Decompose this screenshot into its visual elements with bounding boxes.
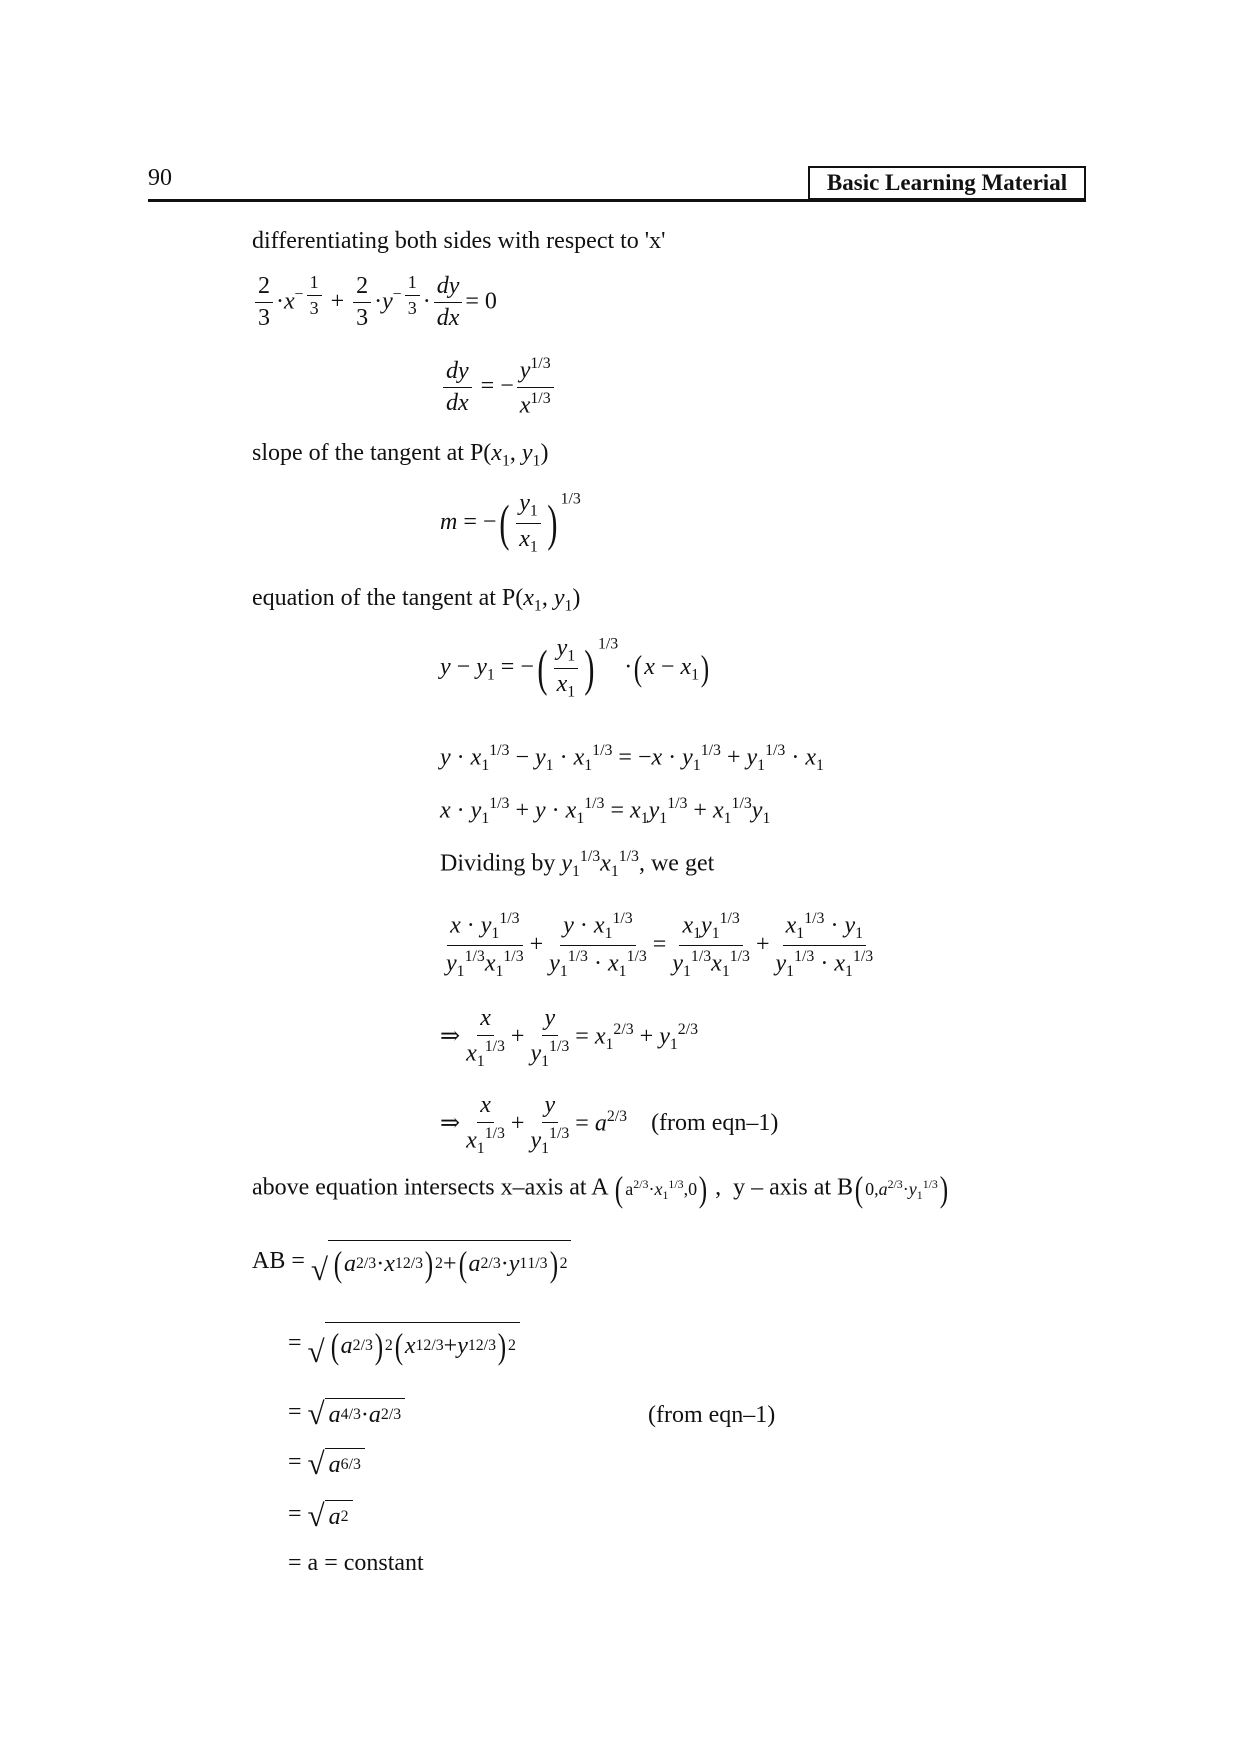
page-number: 90 [148,165,172,191]
equation-ab-distance: AB = √ ( a 2/3 · x 1 2/3 ) 2 + ( a 2/3 · y 1 1/3 ) 2 [252,1240,571,1285]
text-line-intersects: above equation intersects x–axis at A ( $a^{2/3}\cdot x_1^{1/3},0$) , y – axis at $B(0,a^{2/3}\cdot y_1^{1/3})$ [252,1169,949,1209]
text-line-tangent-equation: equation of the tangent at $P(x_1$, $y_1$) [252,585,581,615]
equation-ab-step-4: = √ a 6/3 [288,1448,365,1479]
equation-ab-result: = a = constant [288,1550,424,1576]
equation-derivative: $\frac{2}{3}$ $\cdot x^{- \frac{1}{3}}$ + $\frac{2}{3}$ $\cdot y^{- \frac{1}{3}}$ · $\frac{dy}{dx}$ = 0 [252,272,497,333]
equation-simplified-1: ⇒ $\frac{x}{x_1^{1/3}}$ + $\frac{y}{y_1^{1/3}}$ = $x_1^{2/3} + y_1^{2/3}$ [440,1005,698,1070]
equation-divided-fractions: $\frac{x \cdot y_1^{1/3}}{y_1^{1/3}x_1^{1/3}}$ + $\frac{y \cdot x_1^{1/3}}{y_1^{1/3} \cdot x_1^{1/3}}$ = $\frac{x_1y_1^{1/3}}{y_1^{1/3}x_1^{1/3}}$ + $\frac{x_1^{1/3} \cdot y_1}{y_1^{1/3} \cdot x_1^{1/3}}$ [446,910,874,981]
equation-tangent-line: $y - y_1$ = −( $\frac{y_1}{x_1}$ ) $^{1/3} \cdot(x - x_1)$ [440,635,710,701]
equation-expanded-1: $y \cdot x_1^{1/3} - y_1 \cdot x_1^{1/3} = -x \cdot y_1^{1/3} + y_1^{1/3} \cdot x_1$ [440,742,824,775]
equation-expanded-2: $x \cdot y_1^{1/3} + y \cdot x_1^{1/3} = x_1y_1^{1/3} + x_1^{1/3}y_1$ [440,795,771,828]
header-rule [148,199,1086,202]
equation-simplified-2: ⇒ $\frac{x}{x_1^{1/3}}$ + $\frac{y}{y_1^{1/3}}$ = $a^{2/3}$ (from eqn–1) [440,1092,779,1157]
running-header-title: Basic Learning Material [808,166,1086,200]
text-line-differentiating: differentiating both sides with respect to 'x' [252,228,666,254]
text-line-dividing: Dividing by $y_1^{1/3}x_1^{1/3}$, we get [440,848,715,881]
reference-from-eqn-1-second: (from eqn–1) [648,1402,776,1428]
equation-slope-m: m = −( $\frac{y_1}{x_1}$ ) $^{1/3}$ [440,490,581,556]
equation-dydx: $\frac{dy}{dx}$ = − $\frac{y^{1/3}}{x^{1/3}}$ [440,355,557,420]
text-line-slope: slope of the tangent at $P(x_1$, $y_1$) [252,440,549,470]
equation-ab-step-3: = √ a 4/3 · a 2/3 [288,1398,405,1429]
equation-ab-step-5: = √ a 2 [288,1500,353,1531]
reference-from-eqn-1: (from eqn–1) [651,1110,779,1137]
equation-ab-step-2: = √ ( a 2/3 ) 2 ( x 1 2/3 + y 1 2/3 ) 2 [288,1322,520,1367]
